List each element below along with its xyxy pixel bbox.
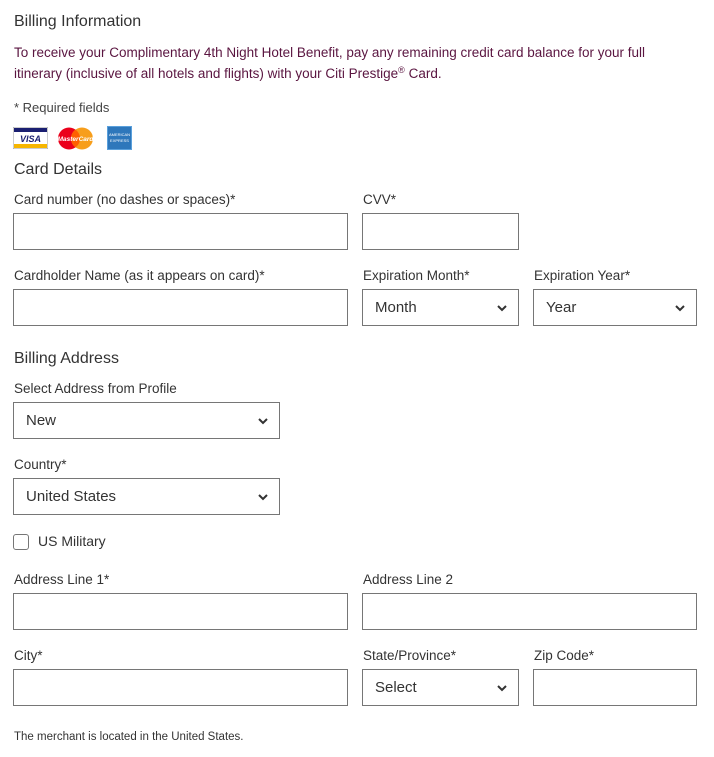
- address-line1-label: Address Line 1*: [14, 572, 110, 587]
- city-field[interactable]: [13, 669, 348, 706]
- profile-address-select[interactable]: [13, 402, 280, 439]
- state-label: State/Province*: [363, 648, 457, 663]
- amex-card-icon: [107, 126, 132, 150]
- svg-text:EXPRESS: EXPRESS: [110, 138, 129, 143]
- billing-address-title: Billing Address: [14, 350, 119, 367]
- benefit-notice: [14, 42, 704, 84]
- state-value: Select: [375, 679, 417, 696]
- city-input[interactable]: [14, 670, 347, 705]
- country-value: United States: [26, 488, 117, 505]
- country-label: Country*: [14, 457, 67, 472]
- country-select[interactable]: [13, 478, 280, 515]
- expiration-month-label: Expiration Month*: [363, 268, 470, 283]
- cardholder-name-input[interactable]: [14, 290, 347, 325]
- us-military-label: US Military: [38, 533, 106, 549]
- us-military-checkbox[interactable]: [13, 534, 29, 550]
- state-select[interactable]: [362, 669, 519, 706]
- mastercard-card-icon: [57, 127, 94, 150]
- visa-card-icon: [13, 127, 48, 149]
- cardholder-name-label: Cardholder Name (as it appears on card)*: [14, 268, 265, 283]
- card-details-title: Card Details: [14, 161, 103, 178]
- cardholder-name-field[interactable]: [13, 289, 348, 326]
- cvv-field[interactable]: [362, 213, 519, 250]
- address-line1-field[interactable]: [13, 593, 348, 630]
- card-number-label: Card number (no dashes or spaces)*: [14, 192, 236, 207]
- expiration-year-label: Expiration Year*: [534, 268, 631, 283]
- address-line2-label: Address Line 2: [363, 572, 454, 587]
- merchant-location-note: The merchant is located in the United States.: [14, 731, 244, 743]
- chevron-down-icon: [496, 682, 508, 694]
- svg-text:VISA: VISA: [19, 134, 42, 144]
- zip-field[interactable]: [533, 669, 697, 706]
- expiration-month-value: Month: [375, 299, 417, 316]
- profile-address-label: Select Address from Profile: [14, 381, 177, 396]
- address-line1-input[interactable]: [14, 594, 347, 629]
- city-label: City*: [14, 648, 43, 663]
- expiration-year-value: Year: [546, 299, 577, 316]
- benefit-notice-line2: itinerary (inclusive of all hotels and flights) with your Citi Prestige® Card.: [14, 65, 442, 81]
- expiration-month-select[interactable]: [362, 289, 519, 326]
- zip-input[interactable]: [534, 670, 696, 705]
- profile-address-value: New: [26, 412, 57, 429]
- registered-mark: ®: [398, 65, 405, 75]
- billing-information-title: Billing Information: [14, 13, 142, 30]
- required-fields-note: * Required fields: [14, 100, 110, 115]
- chevron-down-icon: [257, 491, 269, 503]
- chevron-down-icon: [257, 415, 269, 427]
- card-number-field[interactable]: [13, 213, 348, 250]
- chevron-down-icon: [674, 302, 686, 314]
- expiration-year-select[interactable]: [533, 289, 697, 326]
- address-line2-input[interactable]: [363, 594, 696, 629]
- svg-text:MasterCard: MasterCard: [57, 136, 94, 143]
- svg-text:AMERICAN: AMERICAN: [108, 132, 131, 137]
- card-number-input[interactable]: [14, 214, 347, 249]
- cvv-input[interactable]: [363, 214, 518, 249]
- address-line2-field[interactable]: [362, 593, 697, 630]
- zip-label: Zip Code*: [534, 648, 595, 663]
- chevron-down-icon: [496, 302, 508, 314]
- benefit-notice-line1: To receive your Complimentary 4th Night Hotel Benefit, pay any remaining credit card balance for your full: [14, 45, 646, 60]
- cvv-label: CVV*: [363, 192, 397, 207]
